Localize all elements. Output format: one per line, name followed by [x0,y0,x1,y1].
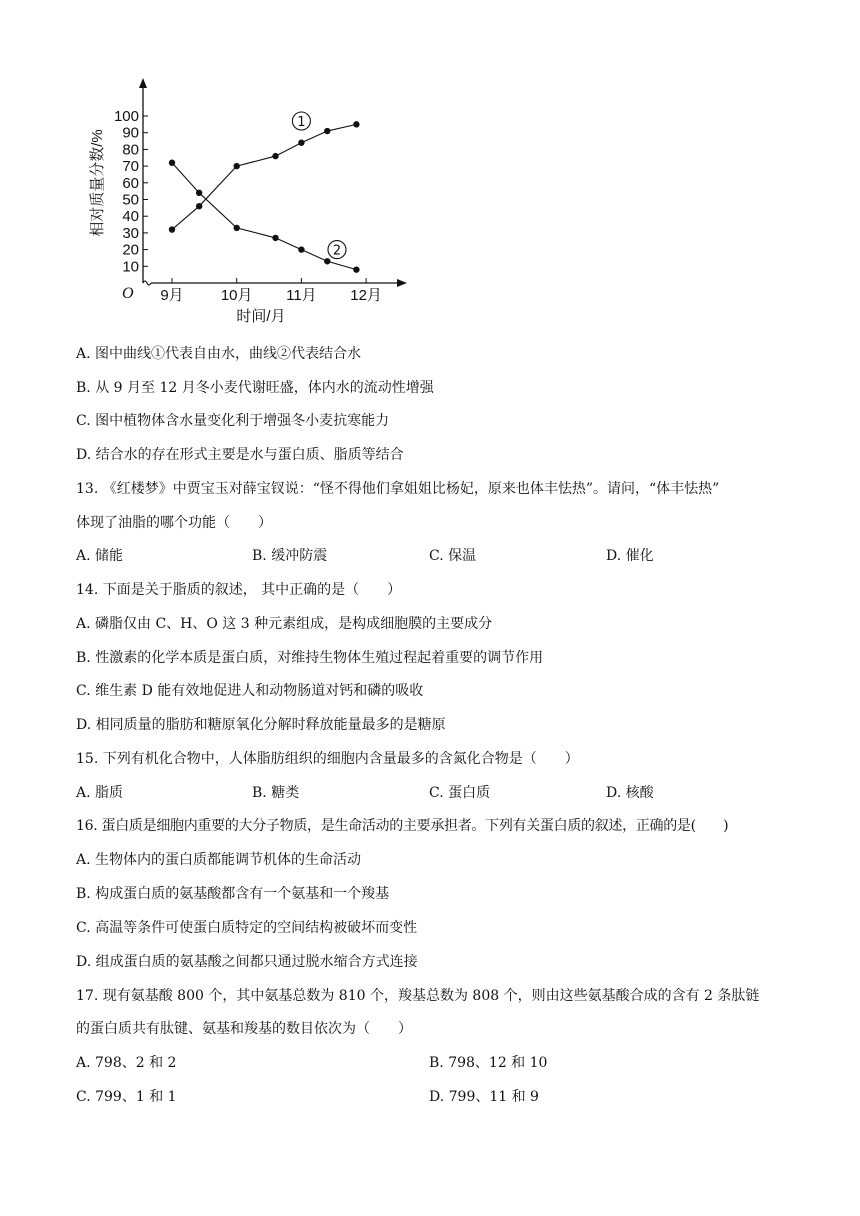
y-tick-label: 90 [122,124,139,142]
data-point [298,140,304,146]
q14-option-a: A. 磷脂仅由 C、H、O 这 3 种元素组成，是构成细胞膜的主要成分 [76,616,493,632]
y-tick-label: 30 [122,224,139,242]
y-tick-label: 60 [122,174,139,192]
q16-option-b: B. 构成蛋白质的氨基酸都含有一个氨基和一个羧基 [76,886,390,902]
q16-option-a: A. 生物体内的蛋白质都能调节机体的生命活动 [76,852,362,868]
x-tick-label: 9月 [160,287,184,304]
q16-option-d: D. 组成蛋白质的氨基酸之间都只通过脱水缩合方式连接 [76,954,418,970]
y-tick-label: 50 [122,191,139,209]
q13-option-c: C. 保温 [429,548,477,564]
q12-option-b: B. 从 9 月至 12 月冬小麦代谢旺盛，体内水的流动性增强 [76,380,434,396]
q12-option-a: A. 图中曲线①代表自由水，曲线②代表结合水 [76,346,362,362]
q14-option-d: D. 相同质量的脂肪和糖原氧化分解时释放能量最多的是糖原 [76,717,446,733]
q17-option-d: D. 799、11 和 9 [429,1089,539,1105]
q17-option-a: A. 798、2 和 2 [76,1055,177,1071]
q15-option-a: A. 脂质 [76,785,124,801]
x-tick-label: 12月 [350,287,382,304]
data-point [234,163,240,169]
series-label-1: 1 [297,115,306,131]
q14-stem: 14. 下面是关于脂质的叙述， 其中正确的是（ ） [76,582,402,598]
data-point [324,128,330,134]
y-tick-label: 40 [122,208,139,226]
q17-stem-line2: 的蛋白质共有肽键、氨基和羧基的数目依次为（ ） [76,1021,412,1037]
data-point [272,235,278,241]
q15-option-b: B. 糖类 [252,785,300,801]
series-label-2: 2 [332,243,342,259]
chart-series [169,112,360,273]
data-point [169,226,175,232]
q13-stem-line1: 13. 《红楼梦》中贾宝玉对薛宝钗说：“怪不得他们拿姐姐比杨妃，原来也体丰怯热”。请问，“体丰怯热” [76,481,720,497]
data-point [169,160,175,166]
data-point [272,153,278,159]
q13-option-b: B. 缓冲防震 [252,548,328,564]
axis-break [143,281,151,285]
y-axis-label: 相对质量分数/% [89,129,106,237]
q13-option-a: A. 储能 [76,548,124,564]
data-point [298,246,304,252]
q17-option-b: B. 798、12 和 10 [429,1055,548,1071]
x-axis-ticks [160,278,382,304]
y-axis-arrow [139,78,147,88]
q16-stem: 16. 蛋白质是细胞内重要的大分子物质，是生命活动的主要承担者。下列有关蛋白质的叙述，正确的是( ) [76,818,729,834]
data-point [196,190,202,196]
q12-option-d: D. 结合水的存在形式主要是水与蛋白质、脂质等结合 [76,447,404,463]
data-point [196,203,202,209]
q14-option-b: B. 性激素的化学本质是蛋白质，对维持生物体生殖过程起着重要的调节作用 [76,650,544,666]
data-point [353,266,359,272]
data-point [353,121,359,127]
q14-option-c: C. 维生素 D 能有效地促进人和动物肠道对钙和磷的吸收 [76,683,424,699]
x-tick-label: 10月 [220,287,253,304]
q13-option-d: D. 催化 [606,548,654,564]
y-tick-label: 80 [122,141,139,159]
y-tick-label: 100 [113,108,139,125]
q12-option-c: C. 图中植物体含水量变化利于增强冬小麦抗寒能力 [76,413,390,429]
y-tick-label: 20 [122,241,139,259]
x-tick-label: 11月 [286,287,317,304]
q13-stem-line2: 体现了油脂的哪个功能（ ） [76,515,272,531]
q17-stem-line1: 17. 现有氨基酸 800 个，其中氨基总数为 810 个，羧基总数为 808 个，则由这些氨基酸合成的含有 2 条肽链 [76,988,760,1004]
data-point [234,225,240,231]
q17-option-c: C. 799、1 和 1 [76,1089,177,1105]
q16-option-c: C. 高温等条件可使蛋白质特定的空间结构被破坏而变性 [76,920,418,936]
q15-stem: 15. 下列有机化合物中，人体脂肪组织的细胞内含量最多的含氮化合物是（ ） [76,751,579,767]
data-point [324,258,330,264]
line-chart [80,68,420,330]
x-axis-arrow [397,279,407,287]
series-line-1 [172,124,356,229]
origin-label: O [122,285,134,302]
chart-axes [139,78,407,287]
q15-option-d: D. 核酸 [606,785,654,801]
x-axis-label: 时间/月 [236,308,286,325]
q15-option-c: C. 蛋白质 [429,785,491,801]
y-tick-label: 70 [122,158,139,176]
y-tick-label: 10 [122,258,139,276]
